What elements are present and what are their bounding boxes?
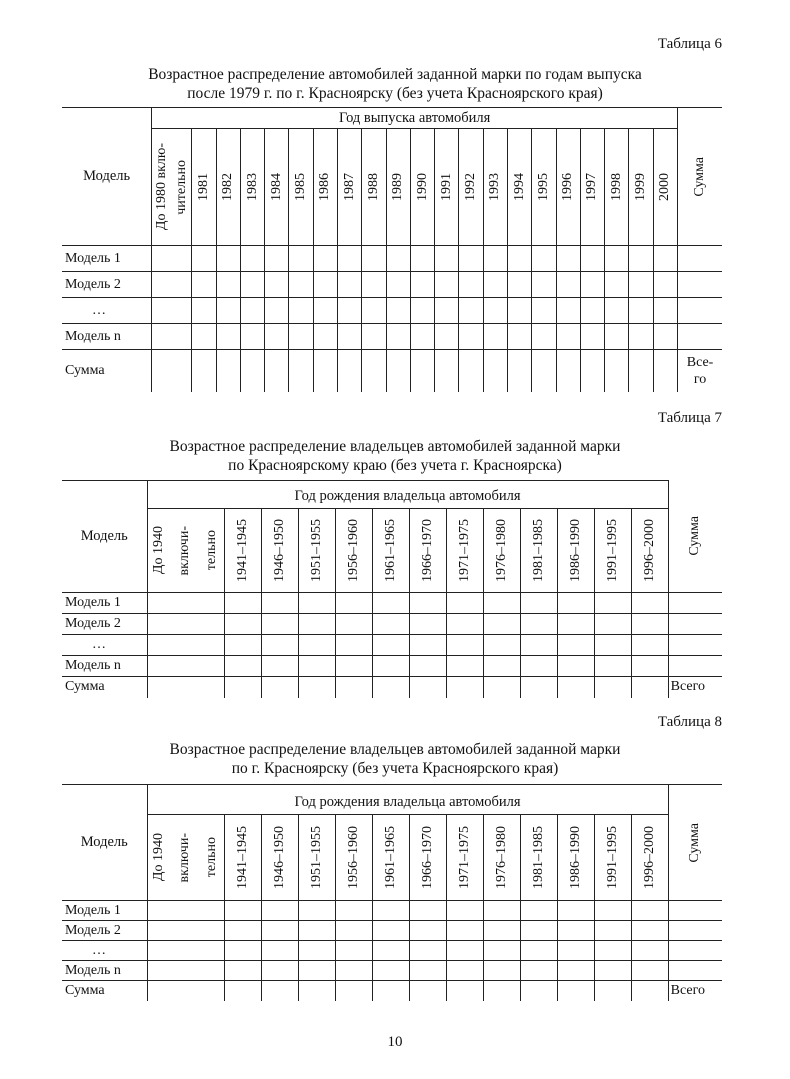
col-label: 1961–1965 xyxy=(382,519,398,582)
col-label: тельно xyxy=(204,837,220,878)
table-row xyxy=(62,614,722,635)
col-label: 1987 xyxy=(341,173,357,201)
table-row-sum xyxy=(62,677,722,698)
col-header xyxy=(557,815,594,901)
col-label: 1993 xyxy=(487,173,503,201)
col-label: До 1940 xyxy=(150,833,166,882)
col-label: 1946–1950 xyxy=(271,826,287,889)
col-label: 1991–1995 xyxy=(604,519,620,582)
row-label: Сумма xyxy=(62,981,147,1001)
col-label: включи- xyxy=(177,832,193,883)
col-header xyxy=(594,815,631,901)
table-row xyxy=(62,901,722,921)
col-header xyxy=(629,129,653,246)
col-header xyxy=(483,815,520,901)
col-header xyxy=(410,129,434,246)
col-header-sum xyxy=(678,108,722,246)
table-row xyxy=(62,246,722,272)
table-7-number: Таблица 7 xyxy=(657,410,722,426)
col-label: 1996–2000 xyxy=(641,519,657,582)
col-header-first xyxy=(147,509,224,593)
col-header xyxy=(605,129,629,246)
table-8-number: Таблица 8 xyxy=(657,714,722,730)
row-label: Модель 2 xyxy=(62,272,152,298)
table-7-title-line1: Возрастное распределение владельцев автомобилей заданной марки xyxy=(169,438,621,455)
col-label: 1996–2000 xyxy=(641,826,657,889)
row-label: Модель n xyxy=(62,656,147,677)
col-label: Сумма xyxy=(687,516,703,557)
col-label: 1971–1975 xyxy=(456,826,472,889)
col-header xyxy=(631,815,668,901)
col-header xyxy=(446,815,483,901)
col-header xyxy=(508,129,532,246)
col-label: 1941–1945 xyxy=(234,826,250,889)
table-6-number: Таблица 6 xyxy=(657,36,722,52)
row-label: Модель 1 xyxy=(62,246,152,272)
col-header xyxy=(653,129,677,246)
col-header-sum xyxy=(668,785,722,901)
col-label: включи- xyxy=(177,525,193,576)
row-label: Сумма xyxy=(62,350,152,392)
table-row xyxy=(62,941,722,961)
col-header xyxy=(446,509,483,593)
col-header xyxy=(313,129,337,246)
row-label: Модель 2 xyxy=(62,614,147,635)
col-header xyxy=(631,509,668,593)
table-row xyxy=(62,921,722,941)
row-header: Модель xyxy=(62,108,152,246)
col-header xyxy=(386,129,410,246)
col-label: чительно xyxy=(174,159,190,215)
col-label: 1961–1965 xyxy=(382,826,398,889)
col-label: 1983 xyxy=(244,173,260,201)
col-header xyxy=(409,815,446,901)
col-header xyxy=(459,129,483,246)
col-header xyxy=(409,509,446,593)
table-6-title xyxy=(0,65,790,103)
row-label: Модель 1 xyxy=(62,593,147,614)
col-header xyxy=(335,509,372,593)
col-label: 1956–1960 xyxy=(345,826,361,889)
col-header xyxy=(192,129,216,246)
group-header: Год выпуска автомобиля xyxy=(152,108,678,129)
col-header xyxy=(483,509,520,593)
col-label: 1981 xyxy=(195,173,211,201)
col-label: 1982 xyxy=(220,173,236,201)
row-header: Модель xyxy=(62,785,147,901)
col-label: Сумма xyxy=(687,822,703,863)
col-label: 2000 xyxy=(657,173,673,201)
col-header xyxy=(224,509,261,593)
col-header xyxy=(261,509,298,593)
col-header xyxy=(483,129,507,246)
table-6 xyxy=(62,107,722,392)
table-7-title xyxy=(0,437,790,475)
col-header xyxy=(580,129,604,246)
row-label: Модель 1 xyxy=(62,901,147,921)
total-label: Всего xyxy=(668,677,722,698)
table-row xyxy=(62,635,722,656)
row-label: … xyxy=(62,298,152,324)
col-label: 1990 xyxy=(414,173,430,201)
col-label: 1986 xyxy=(317,173,333,201)
col-header xyxy=(372,509,409,593)
col-label: 1956–1960 xyxy=(345,519,361,582)
table-6-title-line1: Возрастное распределение автомобилей заданной марки по годам выпуска xyxy=(148,66,642,83)
col-label: 1966–1970 xyxy=(419,826,435,889)
col-header xyxy=(261,815,298,901)
col-header-first xyxy=(152,129,192,246)
group-header: Год рождения владельца автомобиля xyxy=(147,481,668,509)
col-header xyxy=(594,509,631,593)
table-row xyxy=(62,298,722,324)
col-label: 1986–1990 xyxy=(567,826,583,889)
col-label: 1941–1945 xyxy=(234,519,250,582)
row-label: Сумма xyxy=(62,677,147,698)
col-header xyxy=(224,815,261,901)
total-cell xyxy=(678,350,722,392)
table-8-title-line1: Возрастное распределение владельцев автомобилей заданной марки xyxy=(169,741,621,758)
total-label: Всего xyxy=(668,981,722,1001)
col-label: До 1980 вклю- xyxy=(153,143,169,231)
total-label: Все- xyxy=(686,354,714,370)
col-header xyxy=(556,129,580,246)
table-8-title xyxy=(0,740,790,778)
col-label: 1998 xyxy=(608,173,624,201)
col-header xyxy=(216,129,240,246)
table-row xyxy=(62,272,722,298)
total-label: го xyxy=(693,371,707,387)
col-header xyxy=(362,129,386,246)
col-header-first xyxy=(147,815,224,901)
col-header-sum xyxy=(668,481,722,593)
col-label: 1991 xyxy=(438,173,454,201)
col-header xyxy=(338,129,362,246)
col-label: 1981–1985 xyxy=(530,826,546,889)
table-row-sum xyxy=(62,981,722,1001)
table-row-sum xyxy=(62,350,722,392)
col-label: 1997 xyxy=(584,173,600,201)
col-label: 1946–1950 xyxy=(271,519,287,582)
col-label: 1976–1980 xyxy=(493,519,509,582)
col-label: Сумма xyxy=(692,156,708,197)
col-label: 1999 xyxy=(633,173,649,201)
table-row xyxy=(62,324,722,350)
col-label: 1981–1985 xyxy=(530,519,546,582)
table-7-title-line2: по Красноярскому краю (без учета г. Красноярска) xyxy=(228,457,562,474)
col-label: 1985 xyxy=(293,173,309,201)
col-header xyxy=(240,129,264,246)
table-8-title-line2: по г. Красноярску (без учета Красноярского края) xyxy=(231,760,559,777)
col-label: 1971–1975 xyxy=(456,519,472,582)
row-label: Модель n xyxy=(62,324,152,350)
row-label: Модель n xyxy=(62,961,147,981)
col-label: 1976–1980 xyxy=(493,826,509,889)
col-label: 1966–1970 xyxy=(419,519,435,582)
row-label: … xyxy=(62,941,147,961)
col-header xyxy=(435,129,459,246)
group-header: Год рождения владельца автомобиля xyxy=(147,785,668,815)
col-label: тельно xyxy=(204,530,220,571)
col-header xyxy=(532,129,556,246)
col-header xyxy=(298,509,335,593)
table-row xyxy=(62,961,722,981)
col-header xyxy=(520,509,557,593)
col-label: 1991–1995 xyxy=(604,826,620,889)
col-header xyxy=(289,129,313,246)
col-header xyxy=(557,509,594,593)
col-header xyxy=(335,815,372,901)
page-number: 10 xyxy=(387,1034,403,1050)
table-row xyxy=(62,656,722,677)
row-header: Модель xyxy=(62,481,147,593)
table-8 xyxy=(62,784,722,1001)
col-label: До 1940 xyxy=(150,526,166,575)
col-label: 1951–1955 xyxy=(308,826,324,889)
row-label: … xyxy=(62,635,147,656)
row-label: Модель 2 xyxy=(62,921,147,941)
col-header xyxy=(298,815,335,901)
col-label: 1951–1955 xyxy=(308,519,324,582)
col-label: 1984 xyxy=(268,173,284,201)
col-label: 1992 xyxy=(463,173,479,201)
col-label: 1996 xyxy=(560,173,576,201)
col-label: 1989 xyxy=(390,173,406,201)
col-label: 1988 xyxy=(365,173,381,201)
col-header xyxy=(520,815,557,901)
table-row xyxy=(62,593,722,614)
col-label: 1994 xyxy=(511,173,527,201)
col-header xyxy=(372,815,409,901)
col-label: 1986–1990 xyxy=(567,519,583,582)
table-6-title-line2: после 1979 г. по г. Красноярску (без учета Красноярского края) xyxy=(187,85,603,102)
col-header xyxy=(265,129,289,246)
table-7 xyxy=(62,480,722,698)
col-label: 1995 xyxy=(535,173,551,201)
